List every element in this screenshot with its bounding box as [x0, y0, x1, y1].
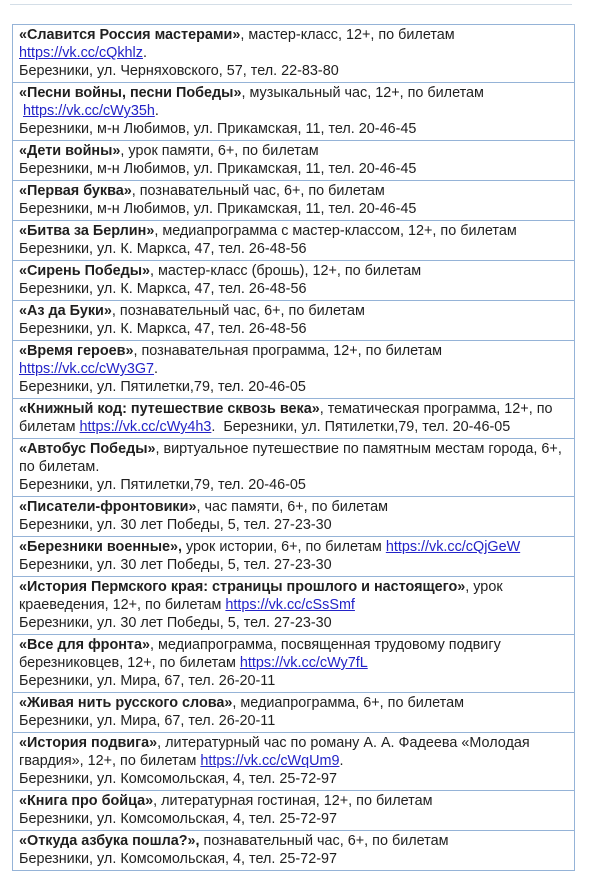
event-location: Березники, м-н Любимов, ул. Прикамская, 11, тел. 20-46-45: [19, 201, 417, 217]
event-cell: [13, 301, 575, 341]
event-title: «Первая буква»: [19, 183, 132, 199]
event-description: , познавательный час, 6+, по билетам: [131, 183, 385, 199]
event-description: , музыкальный час, 12+, по билетам: [19, 85, 484, 119]
event-link[interactable]: https://vk.cc/cSsSmf: [225, 597, 355, 613]
event-row: [13, 141, 575, 181]
event-description: , тематическая программа, 12+, по билетам: [19, 401, 553, 435]
event-description: познавательный час, 6+, по билетам: [199, 833, 449, 849]
event-title: «Березники военные»,: [19, 539, 183, 555]
event-link-suffix: .: [211, 419, 216, 435]
event-cell: [13, 497, 575, 537]
event-location: Березники, ул. Комсомольская, 4, тел. 25-72-97: [19, 771, 337, 787]
page-top-rule: [10, 4, 572, 5]
event-description: , познавательная программа, 12+, по билетам: [133, 343, 442, 359]
event-cell: [13, 83, 575, 141]
event-description: , урок краеведения, 12+, по билетам: [19, 579, 503, 613]
event-description: , медиапрограмма с мастер-классом, 12+, по билетам: [154, 223, 517, 239]
event-description: урок истории, 6+, по билетам: [182, 539, 386, 555]
event-link-suffix: .: [154, 103, 159, 119]
event-location: Березники, ул. К. Маркса, 47, тел. 26-48-56: [19, 241, 307, 257]
event-cell: [13, 261, 575, 301]
event-cell: [13, 221, 575, 261]
event-row: [13, 341, 575, 399]
event-cell: [13, 25, 575, 83]
event-location: Березники, ул. Комсомольская, 4, тел. 25-72-97: [19, 811, 337, 827]
event-cell: [13, 693, 575, 733]
event-description: , мастер-класс (брошь), 12+, по билетам: [150, 263, 422, 279]
event-link[interactable]: https://vk.cc/cWy35h: [23, 103, 155, 119]
events-table: [12, 24, 575, 871]
event-title: «Книга про бойца»: [19, 793, 154, 809]
event-cell: [13, 141, 575, 181]
event-link[interactable]: https://vk.cc/cWy3G7: [19, 361, 155, 377]
event-description: , урок памяти, 6+, по билетам: [120, 143, 319, 159]
event-title: «Аз да Буки»: [19, 303, 112, 319]
event-location: Березники, м-н Любимов, ул. Прикамская, 11, тел. 20-46-45: [19, 121, 417, 137]
event-row: [13, 733, 575, 791]
event-title: «Книжный код: путешествие сквозь века»: [19, 401, 320, 417]
event-description: , медиапрограмма, посвященная трудовому подвигу березниковцев, 12+, по билетам: [19, 637, 501, 671]
event-row: [13, 301, 575, 341]
event-row: [13, 577, 575, 635]
event-title: «История Пермского края: страницы прошлого и настоящего»: [19, 579, 466, 595]
event-location: Березники, м-н Любимов, ул. Прикамская, 11, тел. 20-46-45: [19, 161, 417, 177]
event-row: [13, 221, 575, 261]
event-link[interactable]: https://vk.cc/cQjGeW: [385, 539, 521, 555]
event-title: «Сирень Победы»: [19, 263, 151, 279]
event-cell: [13, 791, 575, 831]
event-description: , познавательный час, 6+, по билетам: [111, 303, 365, 319]
event-row: [13, 791, 575, 831]
event-location: Березники, ул. 30 лет Победы, 5, тел. 27-23-30: [19, 615, 332, 631]
event-title: «Песни войны, песни Победы»: [19, 85, 242, 101]
event-description: , литературная гостиная, 12+, по билетам: [153, 793, 433, 809]
event-link[interactable]: https://vk.cc/cWqUm9: [200, 753, 340, 769]
event-row: [13, 181, 575, 221]
event-title: «Битва за Берлин»: [19, 223, 155, 239]
event-location: Березники, ул. Черняховского, 57, тел. 22-83-80: [19, 63, 339, 79]
event-title: «Славится Россия мастерами»: [19, 27, 241, 43]
event-title: «Время героев»: [19, 343, 134, 359]
event-cell: [13, 341, 575, 399]
event-cell: [13, 635, 575, 693]
event-link[interactable]: https://vk.cc/cWy7fL: [239, 655, 368, 671]
event-title: «Дети войны»: [19, 143, 121, 159]
event-location: Березники, ул. Мира, 67, тел. 26-20-11: [19, 713, 276, 729]
event-description: , медиапрограмма, 6+, по билетам: [232, 695, 464, 711]
event-cell: [13, 439, 575, 497]
event-row: [13, 831, 575, 871]
event-title: «Все для фронта»: [19, 637, 150, 653]
event-location: Березники, ул. 30 лет Победы, 5, тел. 27-23-30: [19, 557, 332, 573]
event-link[interactable]: https://vk.cc/cQkhlz: [19, 45, 143, 61]
event-location: Березники, ул. Комсомольская, 4, тел. 25-72-97: [19, 851, 337, 867]
event-title: «Автобус Победы»: [19, 441, 156, 457]
event-row: [13, 261, 575, 301]
event-title: «История подвига»: [19, 735, 158, 751]
event-location: Березники, ул. Пятилетки,79, тел. 20-46-05: [19, 379, 306, 395]
event-location: Березники, ул. К. Маркса, 47, тел. 26-48-56: [19, 321, 307, 337]
event-row: [13, 537, 575, 577]
event-link[interactable]: https://vk.cc/cWy4h3: [79, 419, 212, 435]
event-location: Березники, ул. Мира, 67, тел. 26-20-11: [19, 673, 276, 689]
event-description: , виртуальное путешествие по памятным местам города, 6+, по билетам.: [19, 441, 562, 475]
event-cell: [13, 399, 575, 439]
event-cell: [13, 733, 575, 791]
event-description: , литературный час по роману А. А. Фадеева «Молодая гвардия», 12+, по билетам: [19, 735, 530, 769]
event-location: Березники, ул. Пятилетки,79, тел. 20-46-05: [223, 419, 511, 435]
event-link-suffix: .: [339, 753, 344, 769]
event-description: , час памяти, 6+, по билетам: [196, 499, 388, 515]
event-location: Березники, ул. Пятилетки,79, тел. 20-46-05: [19, 477, 306, 493]
event-title: «Живая нить русского слова»: [19, 695, 233, 711]
event-title: «Писатели-фронтовики»: [19, 499, 197, 515]
event-location: Березники, ул. К. Маркса, 47, тел. 26-48-56: [19, 281, 307, 297]
event-row: [13, 439, 575, 497]
event-cell: [13, 537, 575, 577]
event-row: [13, 635, 575, 693]
event-title: «Откуда азбука пошла?»,: [19, 833, 200, 849]
event-cell: [13, 577, 575, 635]
event-row: [13, 25, 575, 83]
event-link-suffix: .: [154, 361, 159, 377]
event-location: Березники, ул. 30 лет Победы, 5, тел. 27-23-30: [19, 517, 332, 533]
event-cell: [13, 181, 575, 221]
events-table-body: [13, 25, 575, 871]
event-description: , мастер-класс, 12+, по билетам: [240, 27, 455, 43]
event-row: [13, 83, 575, 141]
event-row: [13, 399, 575, 439]
event-row: [13, 693, 575, 733]
event-row: [13, 497, 575, 537]
event-link-suffix: .: [142, 45, 147, 61]
event-cell: [13, 831, 575, 871]
